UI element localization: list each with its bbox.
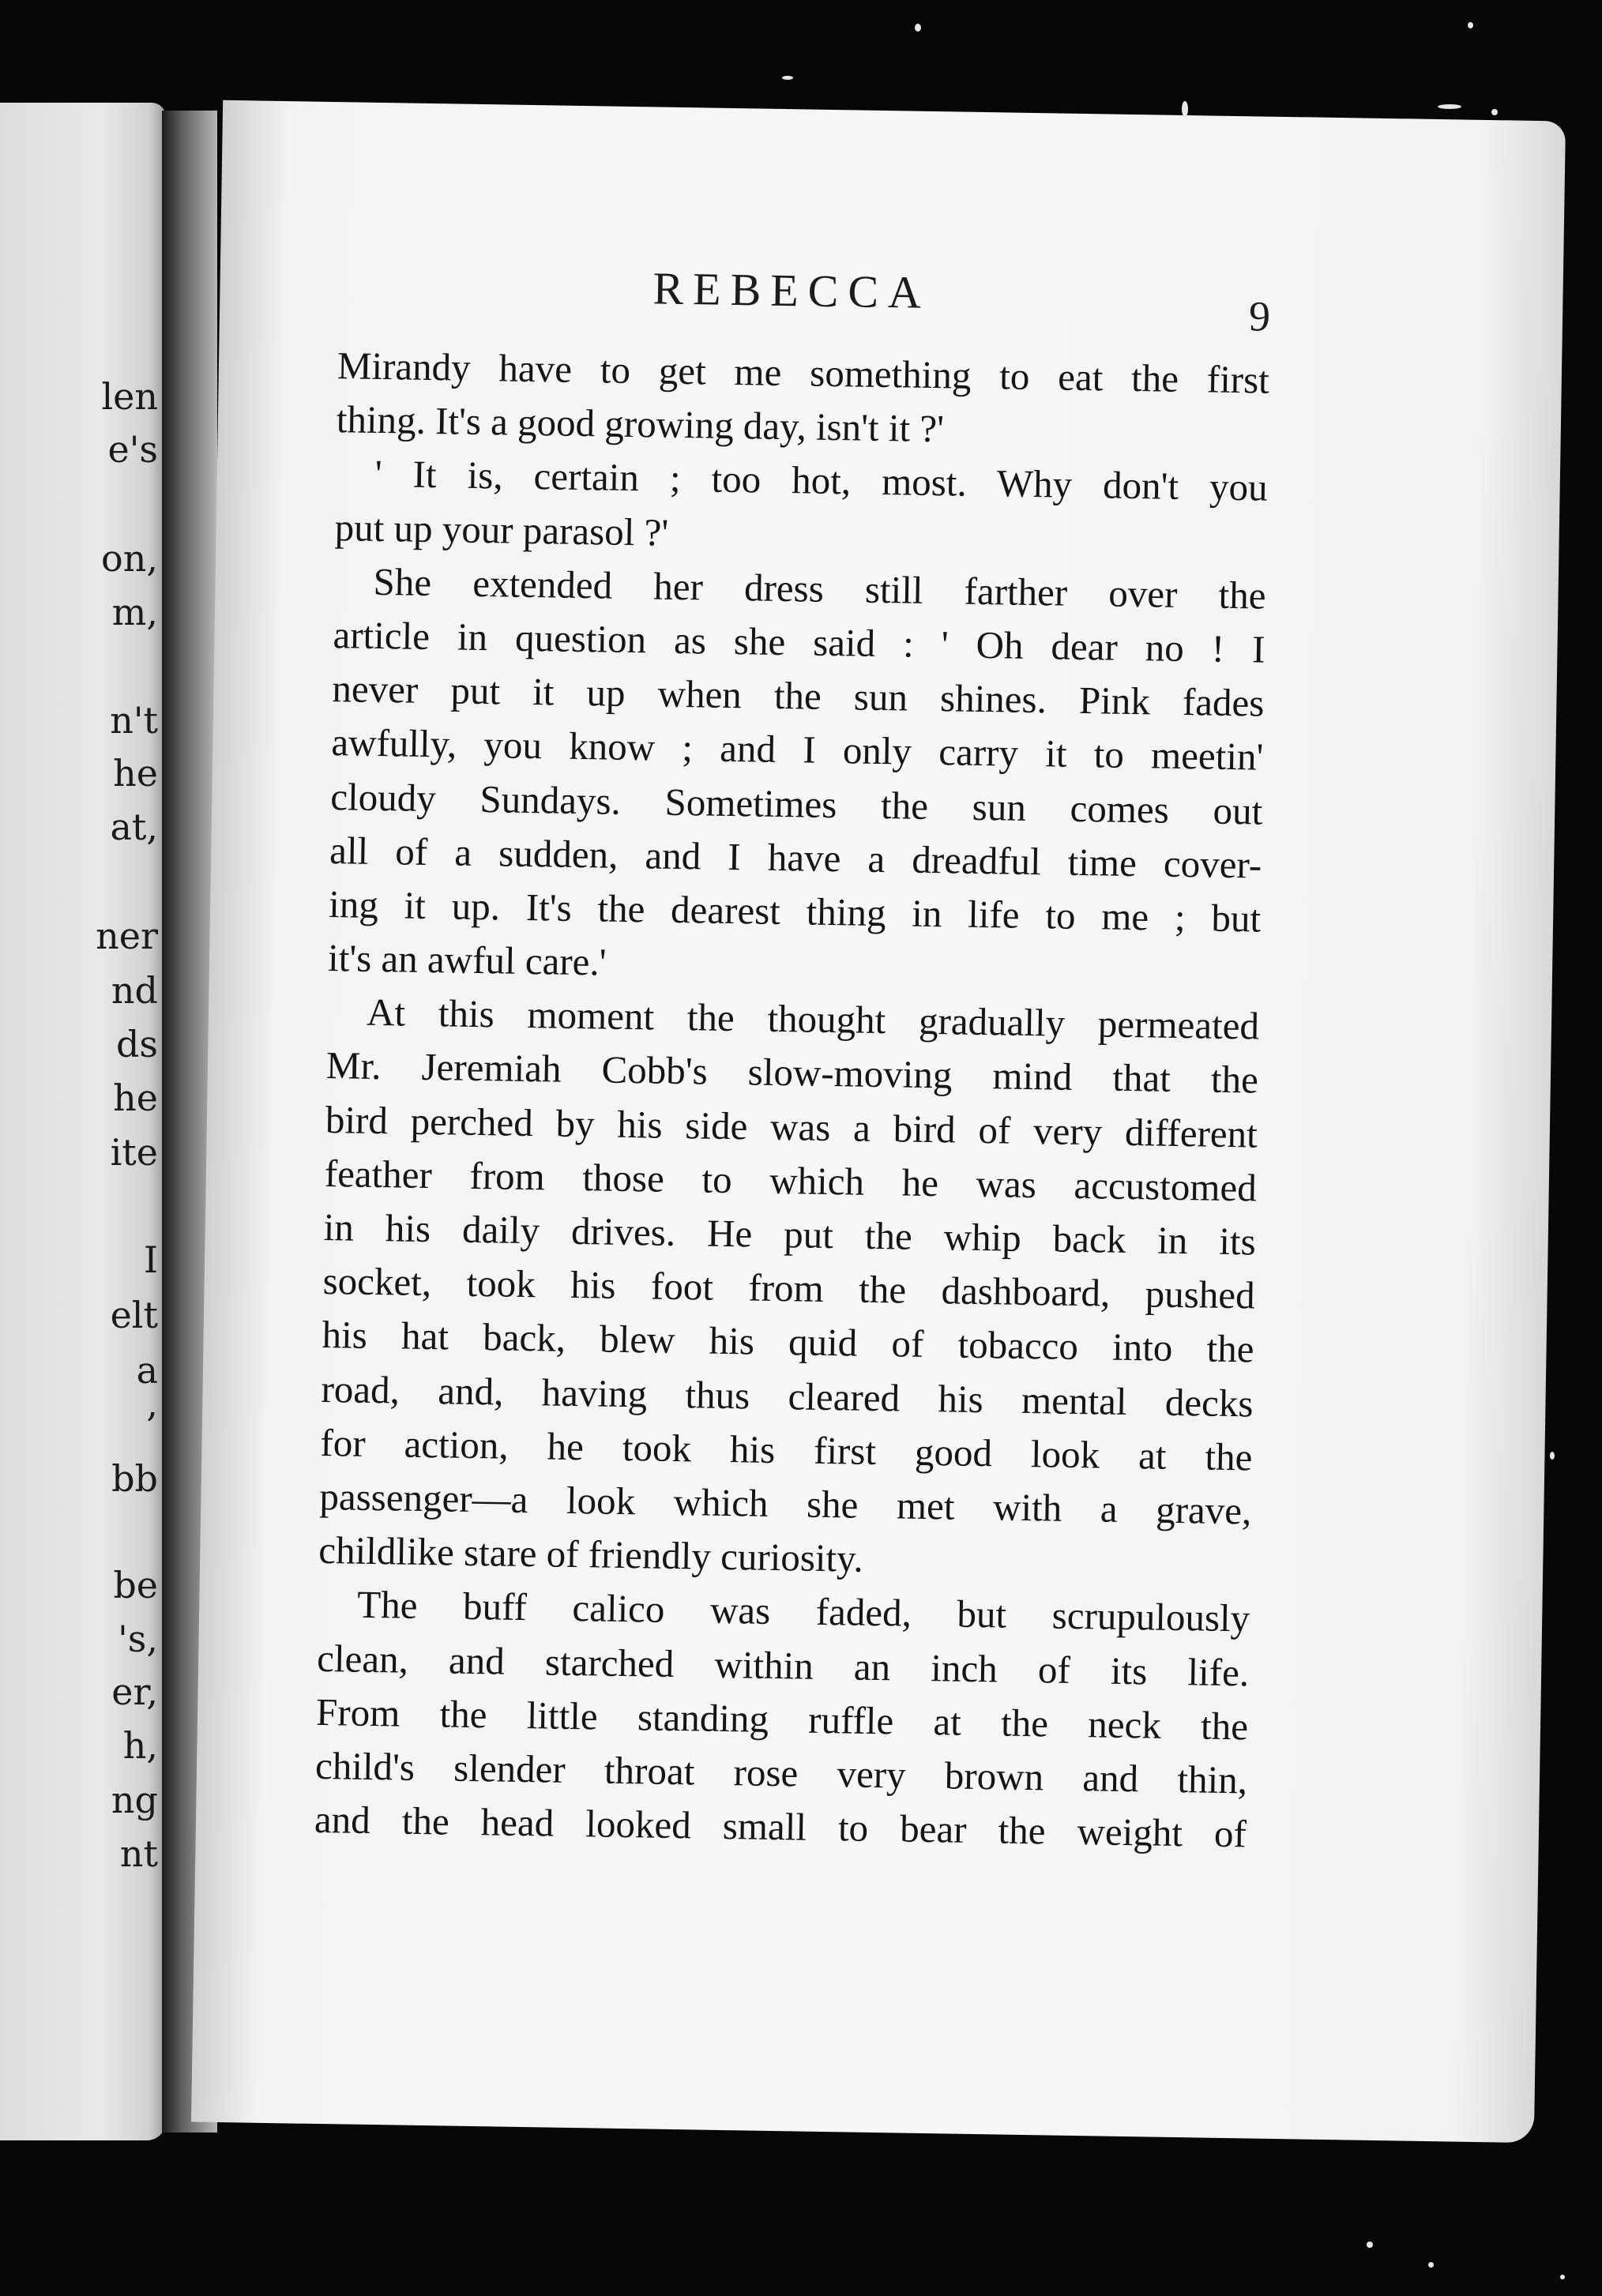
text-line: his hat back, blew his quid of tobacco into the: [322, 1313, 1254, 1371]
left-page-fragment: ner: [96, 915, 158, 957]
left-page-fragment: ite: [110, 1131, 158, 1174]
left-page-fragment: bb: [111, 1457, 158, 1500]
text-line: road, and, having thus cleared his mental decks: [321, 1366, 1254, 1426]
text-line: socket, took his foot from the dashboard, pushed: [322, 1259, 1256, 1317]
text-line: Mirandy have to get me something to eat the first: [337, 344, 1270, 402]
text-line: ing it up. It's the dearest thing in life to me ; but: [328, 881, 1262, 941]
text-line: thing. It's a good growing day, isn't it ?': [336, 397, 945, 451]
text-line: From the little standing ruffle at the neck the: [315, 1689, 1249, 1749]
book-page: [191, 100, 1566, 2143]
text-line: cloudy Sundays. Sometimes the sun comes out: [329, 774, 1263, 833]
text-line: awfully, you know ; and I only carry it to meetin': [331, 720, 1264, 779]
left-page-fragment: at,: [110, 806, 158, 848]
left-page-fragment: n't: [110, 699, 158, 742]
text-line: article in question as she said : ' Oh dear no ! I: [333, 613, 1265, 671]
left-page-fragment: e's: [107, 428, 158, 471]
left-page-fragment: ng: [111, 1779, 158, 1821]
text-line: passenger—a look which she met with a grave,: [319, 1474, 1252, 1533]
left-page-fragment: he: [113, 1077, 158, 1119]
text-line: The buff calico was faded, but scrupulously: [356, 1583, 1250, 1640]
film-speck: [1491, 109, 1498, 115]
text-line: and the head looked small to bear the weight of: [314, 1797, 1247, 1856]
film-speck: [1560, 2275, 1565, 2279]
film-speck: [1438, 104, 1461, 109]
left-page-fragment: m,: [111, 591, 158, 633]
page-number: 9: [1248, 292, 1271, 340]
text-line: for action, he took his first good look at the: [320, 1420, 1253, 1479]
text-line: She extended her dress still farther over the: [373, 559, 1266, 618]
text-line: bird perched by his side was a bird of very different: [325, 1097, 1258, 1156]
left-page-fragment: he: [113, 752, 158, 795]
film-speck: [1468, 22, 1473, 28]
left-page-fragment: nt: [119, 1832, 158, 1875]
text-line: clean, and starched within an inch of its life.: [316, 1636, 1250, 1694]
text-line: feather from those to which he was accustomed: [324, 1151, 1258, 1210]
film-speck: [1367, 2242, 1373, 2248]
text-line: Mr. Jeremiah Cobb's slow-moving mind that the: [325, 1043, 1259, 1102]
running-head: REBECCA: [652, 262, 931, 318]
left-page-fragment: be: [113, 1564, 158, 1606]
left-page-fragment: len: [101, 375, 158, 418]
text-line: child's slender throat rose very brown and thin,: [314, 1743, 1248, 1802]
text-line: never put it up when the sun shines. Pink fades: [332, 667, 1265, 725]
text-line: At this moment the thought gradually permeated: [366, 990, 1260, 1048]
text-line: put up your parasol ?': [334, 505, 669, 554]
film-speck: [1428, 2262, 1434, 2268]
text-line: all of a sudden, and I have a dreadful time cover-: [329, 828, 1262, 887]
text-line: ' It is, certain ; too hot, most. Why don't you: [374, 452, 1269, 510]
left-page-fragment: nd: [111, 969, 158, 1012]
left-page-fragment: I: [143, 1238, 158, 1281]
left-page-fragment: er,: [111, 1670, 158, 1713]
text-line: childlike stare of friendly curiosity.: [318, 1528, 864, 1580]
left-page-fragment: 's,: [118, 1618, 158, 1660]
page-body-text: [314, 339, 1269, 1862]
film-speck: [1550, 1452, 1555, 1460]
left-page-fragment: h,: [122, 1724, 158, 1767]
left-page-fragment: on,: [101, 537, 158, 580]
previous-page-edge: [0, 103, 166, 2140]
film-speck: [915, 24, 921, 32]
film-speck: [782, 76, 793, 80]
left-page-fragment: ds: [115, 1023, 158, 1065]
text-line: in his daily drives. He put the whip back in its: [323, 1204, 1257, 1264]
text-line: it's an awful care.': [327, 936, 607, 984]
left-page-fragment: elt: [110, 1294, 158, 1336]
left-page-fragment: ,: [146, 1382, 158, 1425]
left-page-fragment: a: [136, 1349, 158, 1392]
